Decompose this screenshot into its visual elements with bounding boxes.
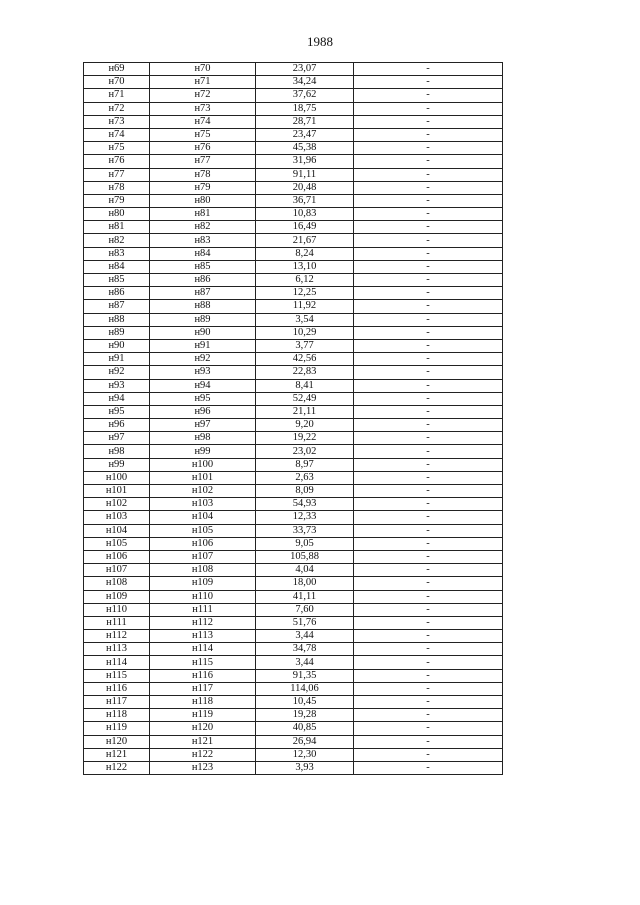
to-point-cell: н112 xyxy=(150,616,256,629)
from-point-cell: н78 xyxy=(84,181,150,194)
note-cell: - xyxy=(354,274,503,287)
table-row xyxy=(84,181,503,194)
note-cell: - xyxy=(354,445,503,458)
distance-cell: 33,73 xyxy=(256,524,354,537)
note-cell: - xyxy=(354,234,503,247)
table-row xyxy=(84,630,503,643)
to-point-cell: н106 xyxy=(150,537,256,550)
note-cell: - xyxy=(354,761,503,774)
to-point-cell: н111 xyxy=(150,603,256,616)
to-point-cell: н121 xyxy=(150,735,256,748)
distance-cell: 13,10 xyxy=(256,260,354,273)
table-row xyxy=(84,471,503,484)
from-point-cell: н88 xyxy=(84,313,150,326)
to-point-cell: н78 xyxy=(150,168,256,181)
table-row xyxy=(84,419,503,432)
distance-cell: 114,06 xyxy=(256,682,354,695)
from-point-cell: н120 xyxy=(84,735,150,748)
to-point-cell: н76 xyxy=(150,142,256,155)
note-cell: - xyxy=(354,287,503,300)
from-point-cell: н71 xyxy=(84,89,150,102)
distance-cell: 28,71 xyxy=(256,115,354,128)
from-point-cell: н86 xyxy=(84,287,150,300)
from-point-cell: н100 xyxy=(84,471,150,484)
to-point-cell: н79 xyxy=(150,181,256,194)
note-cell: - xyxy=(354,221,503,234)
to-point-cell: н89 xyxy=(150,313,256,326)
note-cell: - xyxy=(354,419,503,432)
to-point-cell: н108 xyxy=(150,564,256,577)
to-point-cell: н110 xyxy=(150,590,256,603)
to-point-cell: н104 xyxy=(150,511,256,524)
from-point-cell: н84 xyxy=(84,260,150,273)
from-point-cell: н75 xyxy=(84,142,150,155)
from-point-cell: н79 xyxy=(84,194,150,207)
note-cell: - xyxy=(354,128,503,141)
points-table xyxy=(83,62,503,775)
note-cell: - xyxy=(354,590,503,603)
to-point-cell: н88 xyxy=(150,300,256,313)
table-row xyxy=(84,300,503,313)
page-number: 1988 xyxy=(307,34,333,49)
to-point-cell: н90 xyxy=(150,326,256,339)
from-point-cell: н81 xyxy=(84,221,150,234)
distance-cell: 45,38 xyxy=(256,142,354,155)
distance-cell: 91,11 xyxy=(256,168,354,181)
note-cell: - xyxy=(354,326,503,339)
from-point-cell: н95 xyxy=(84,405,150,418)
note-cell: - xyxy=(354,247,503,260)
table-row xyxy=(84,313,503,326)
to-point-cell: н74 xyxy=(150,115,256,128)
to-point-cell: н77 xyxy=(150,155,256,168)
to-point-cell: н72 xyxy=(150,89,256,102)
table-row xyxy=(84,577,503,590)
from-point-cell: н104 xyxy=(84,524,150,537)
note-cell: - xyxy=(354,603,503,616)
distance-cell: 34,24 xyxy=(256,76,354,89)
note-cell: - xyxy=(354,709,503,722)
table-row xyxy=(84,485,503,498)
to-point-cell: н81 xyxy=(150,208,256,221)
distance-cell: 51,76 xyxy=(256,616,354,629)
from-point-cell: н107 xyxy=(84,564,150,577)
distance-cell: 36,71 xyxy=(256,194,354,207)
to-point-cell: н96 xyxy=(150,405,256,418)
table-row xyxy=(84,524,503,537)
from-point-cell: н113 xyxy=(84,643,150,656)
table-row xyxy=(84,208,503,221)
from-point-cell: н122 xyxy=(84,761,150,774)
distance-cell: 8,24 xyxy=(256,247,354,260)
note-cell: - xyxy=(354,669,503,682)
distance-cell: 3,54 xyxy=(256,313,354,326)
from-point-cell: н96 xyxy=(84,419,150,432)
note-cell: - xyxy=(354,366,503,379)
note-cell: - xyxy=(354,260,503,273)
distance-cell: 52,49 xyxy=(256,392,354,405)
to-point-cell: н100 xyxy=(150,458,256,471)
to-point-cell: н102 xyxy=(150,485,256,498)
to-point-cell: н107 xyxy=(150,550,256,563)
table-row xyxy=(84,590,503,603)
from-point-cell: н98 xyxy=(84,445,150,458)
table-row xyxy=(84,366,503,379)
table-row xyxy=(84,722,503,735)
distance-cell: 19,22 xyxy=(256,432,354,445)
from-point-cell: н80 xyxy=(84,208,150,221)
from-point-cell: н117 xyxy=(84,696,150,709)
note-cell: - xyxy=(354,168,503,181)
table-row xyxy=(84,221,503,234)
table-row xyxy=(84,287,503,300)
table-row xyxy=(84,128,503,141)
from-point-cell: н119 xyxy=(84,722,150,735)
note-cell: - xyxy=(354,722,503,735)
distance-cell: 12,30 xyxy=(256,748,354,761)
table-row xyxy=(84,405,503,418)
note-cell: - xyxy=(354,511,503,524)
to-point-cell: н120 xyxy=(150,722,256,735)
table-row xyxy=(84,155,503,168)
from-point-cell: н91 xyxy=(84,353,150,366)
to-point-cell: н99 xyxy=(150,445,256,458)
from-point-cell: н99 xyxy=(84,458,150,471)
from-point-cell: н70 xyxy=(84,76,150,89)
table-row xyxy=(84,564,503,577)
distance-cell: 2,63 xyxy=(256,471,354,484)
to-point-cell: н117 xyxy=(150,682,256,695)
from-point-cell: н97 xyxy=(84,432,150,445)
from-point-cell: н109 xyxy=(84,590,150,603)
table-row xyxy=(84,432,503,445)
table-row xyxy=(84,511,503,524)
from-point-cell: н103 xyxy=(84,511,150,524)
table-row xyxy=(84,445,503,458)
from-point-cell: н101 xyxy=(84,485,150,498)
to-point-cell: н84 xyxy=(150,247,256,260)
to-point-cell: н97 xyxy=(150,419,256,432)
distance-cell: 9,20 xyxy=(256,419,354,432)
distance-cell: 91,35 xyxy=(256,669,354,682)
note-cell: - xyxy=(354,696,503,709)
distance-cell: 37,62 xyxy=(256,89,354,102)
note-cell: - xyxy=(354,155,503,168)
table-row xyxy=(84,379,503,392)
table-row xyxy=(84,102,503,115)
table-row xyxy=(84,696,503,709)
to-point-cell: н86 xyxy=(150,274,256,287)
from-point-cell: н90 xyxy=(84,339,150,352)
distance-cell: 12,33 xyxy=(256,511,354,524)
distance-cell: 10,45 xyxy=(256,696,354,709)
note-cell: - xyxy=(354,115,503,128)
from-point-cell: н106 xyxy=(84,550,150,563)
from-point-cell: н115 xyxy=(84,669,150,682)
note-cell: - xyxy=(354,63,503,76)
distance-cell: 26,94 xyxy=(256,735,354,748)
table-row xyxy=(84,735,503,748)
note-cell: - xyxy=(354,577,503,590)
note-cell: - xyxy=(354,748,503,761)
to-point-cell: н109 xyxy=(150,577,256,590)
distance-cell: 18,00 xyxy=(256,577,354,590)
note-cell: - xyxy=(354,313,503,326)
from-point-cell: н77 xyxy=(84,168,150,181)
distance-cell: 4,04 xyxy=(256,564,354,577)
note-cell: - xyxy=(354,405,503,418)
note-cell: - xyxy=(354,353,503,366)
note-cell: - xyxy=(354,392,503,405)
table-row xyxy=(84,682,503,695)
table-row xyxy=(84,274,503,287)
from-point-cell: н92 xyxy=(84,366,150,379)
table-row xyxy=(84,339,503,352)
from-point-cell: н114 xyxy=(84,656,150,669)
to-point-cell: н114 xyxy=(150,643,256,656)
note-cell: - xyxy=(354,76,503,89)
to-point-cell: н70 xyxy=(150,63,256,76)
note-cell: - xyxy=(354,537,503,550)
distance-cell: 23,02 xyxy=(256,445,354,458)
distance-cell: 20,48 xyxy=(256,181,354,194)
table-row xyxy=(84,761,503,774)
note-cell: - xyxy=(354,208,503,221)
to-point-cell: н95 xyxy=(150,392,256,405)
distance-cell: 18,75 xyxy=(256,102,354,115)
distance-cell: 3,77 xyxy=(256,339,354,352)
table-row xyxy=(84,168,503,181)
distance-cell: 3,44 xyxy=(256,656,354,669)
distance-cell: 34,78 xyxy=(256,643,354,656)
distance-cell: 105,88 xyxy=(256,550,354,563)
distance-cell: 22,83 xyxy=(256,366,354,379)
from-point-cell: н72 xyxy=(84,102,150,115)
note-cell: - xyxy=(354,300,503,313)
from-point-cell: н89 xyxy=(84,326,150,339)
note-cell: - xyxy=(354,643,503,656)
from-point-cell: н121 xyxy=(84,748,150,761)
distance-cell: 21,11 xyxy=(256,405,354,418)
to-point-cell: н80 xyxy=(150,194,256,207)
distance-cell: 40,85 xyxy=(256,722,354,735)
to-point-cell: н103 xyxy=(150,498,256,511)
table-row xyxy=(84,709,503,722)
from-point-cell: н102 xyxy=(84,498,150,511)
note-cell: - xyxy=(354,432,503,445)
note-cell: - xyxy=(354,181,503,194)
distance-cell: 8,41 xyxy=(256,379,354,392)
table-row xyxy=(84,537,503,550)
note-cell: - xyxy=(354,485,503,498)
table-row xyxy=(84,392,503,405)
note-cell: - xyxy=(354,656,503,669)
from-point-cell: н85 xyxy=(84,274,150,287)
note-cell: - xyxy=(354,194,503,207)
distance-cell: 3,44 xyxy=(256,630,354,643)
from-point-cell: н76 xyxy=(84,155,150,168)
table-row xyxy=(84,669,503,682)
to-point-cell: н118 xyxy=(150,696,256,709)
from-point-cell: н74 xyxy=(84,128,150,141)
distance-cell: 3,93 xyxy=(256,761,354,774)
table-row xyxy=(84,89,503,102)
from-point-cell: н93 xyxy=(84,379,150,392)
table-row xyxy=(84,142,503,155)
distance-cell: 41,11 xyxy=(256,590,354,603)
from-point-cell: н82 xyxy=(84,234,150,247)
distance-cell: 16,49 xyxy=(256,221,354,234)
distance-cell: 23,47 xyxy=(256,128,354,141)
points-table-body xyxy=(84,63,503,775)
to-point-cell: н71 xyxy=(150,76,256,89)
note-cell: - xyxy=(354,524,503,537)
to-point-cell: н116 xyxy=(150,669,256,682)
to-point-cell: н75 xyxy=(150,128,256,141)
from-point-cell: н87 xyxy=(84,300,150,313)
table-row xyxy=(84,115,503,128)
from-point-cell: н69 xyxy=(84,63,150,76)
table-row xyxy=(84,616,503,629)
distance-cell: 9,05 xyxy=(256,537,354,550)
to-point-cell: н98 xyxy=(150,432,256,445)
table-row xyxy=(84,326,503,339)
to-point-cell: н123 xyxy=(150,761,256,774)
table-row xyxy=(84,550,503,563)
from-point-cell: н118 xyxy=(84,709,150,722)
to-point-cell: н73 xyxy=(150,102,256,115)
distance-cell: 42,56 xyxy=(256,353,354,366)
distance-cell: 31,96 xyxy=(256,155,354,168)
to-point-cell: н93 xyxy=(150,366,256,379)
to-point-cell: н101 xyxy=(150,471,256,484)
to-point-cell: н94 xyxy=(150,379,256,392)
note-cell: - xyxy=(354,630,503,643)
to-point-cell: н83 xyxy=(150,234,256,247)
table-row xyxy=(84,353,503,366)
from-point-cell: н83 xyxy=(84,247,150,260)
distance-cell: 7,60 xyxy=(256,603,354,616)
table-row xyxy=(84,603,503,616)
table-row xyxy=(84,656,503,669)
note-cell: - xyxy=(354,735,503,748)
table-row xyxy=(84,748,503,761)
to-point-cell: н92 xyxy=(150,353,256,366)
distance-cell: 8,97 xyxy=(256,458,354,471)
table-row xyxy=(84,76,503,89)
from-point-cell: н112 xyxy=(84,630,150,643)
from-point-cell: н116 xyxy=(84,682,150,695)
to-point-cell: н122 xyxy=(150,748,256,761)
note-cell: - xyxy=(354,458,503,471)
table-row xyxy=(84,234,503,247)
note-cell: - xyxy=(354,339,503,352)
table-row xyxy=(84,194,503,207)
to-point-cell: н119 xyxy=(150,709,256,722)
distance-cell: 21,67 xyxy=(256,234,354,247)
note-cell: - xyxy=(354,89,503,102)
table-row xyxy=(84,63,503,76)
note-cell: - xyxy=(354,498,503,511)
table-row xyxy=(84,247,503,260)
distance-cell: 8,09 xyxy=(256,485,354,498)
from-point-cell: н94 xyxy=(84,392,150,405)
distance-cell: 10,83 xyxy=(256,208,354,221)
note-cell: - xyxy=(354,142,503,155)
note-cell: - xyxy=(354,616,503,629)
to-point-cell: н87 xyxy=(150,287,256,300)
note-cell: - xyxy=(354,550,503,563)
distance-cell: 10,29 xyxy=(256,326,354,339)
to-point-cell: н91 xyxy=(150,339,256,352)
distance-cell: 11,92 xyxy=(256,300,354,313)
distance-cell: 19,28 xyxy=(256,709,354,722)
from-point-cell: н108 xyxy=(84,577,150,590)
distance-cell: 6,12 xyxy=(256,274,354,287)
to-point-cell: н105 xyxy=(150,524,256,537)
to-point-cell: н82 xyxy=(150,221,256,234)
distance-cell: 23,07 xyxy=(256,63,354,76)
distance-cell: 12,25 xyxy=(256,287,354,300)
table-row xyxy=(84,458,503,471)
table-row xyxy=(84,498,503,511)
to-point-cell: н85 xyxy=(150,260,256,273)
table-row xyxy=(84,643,503,656)
from-point-cell: н105 xyxy=(84,537,150,550)
note-cell: - xyxy=(354,379,503,392)
note-cell: - xyxy=(354,564,503,577)
table-row xyxy=(84,260,503,273)
note-cell: - xyxy=(354,682,503,695)
to-point-cell: н115 xyxy=(150,656,256,669)
to-point-cell: н113 xyxy=(150,630,256,643)
note-cell: - xyxy=(354,102,503,115)
from-point-cell: н110 xyxy=(84,603,150,616)
note-cell: - xyxy=(354,471,503,484)
from-point-cell: н73 xyxy=(84,115,150,128)
distance-cell: 54,93 xyxy=(256,498,354,511)
from-point-cell: н111 xyxy=(84,616,150,629)
